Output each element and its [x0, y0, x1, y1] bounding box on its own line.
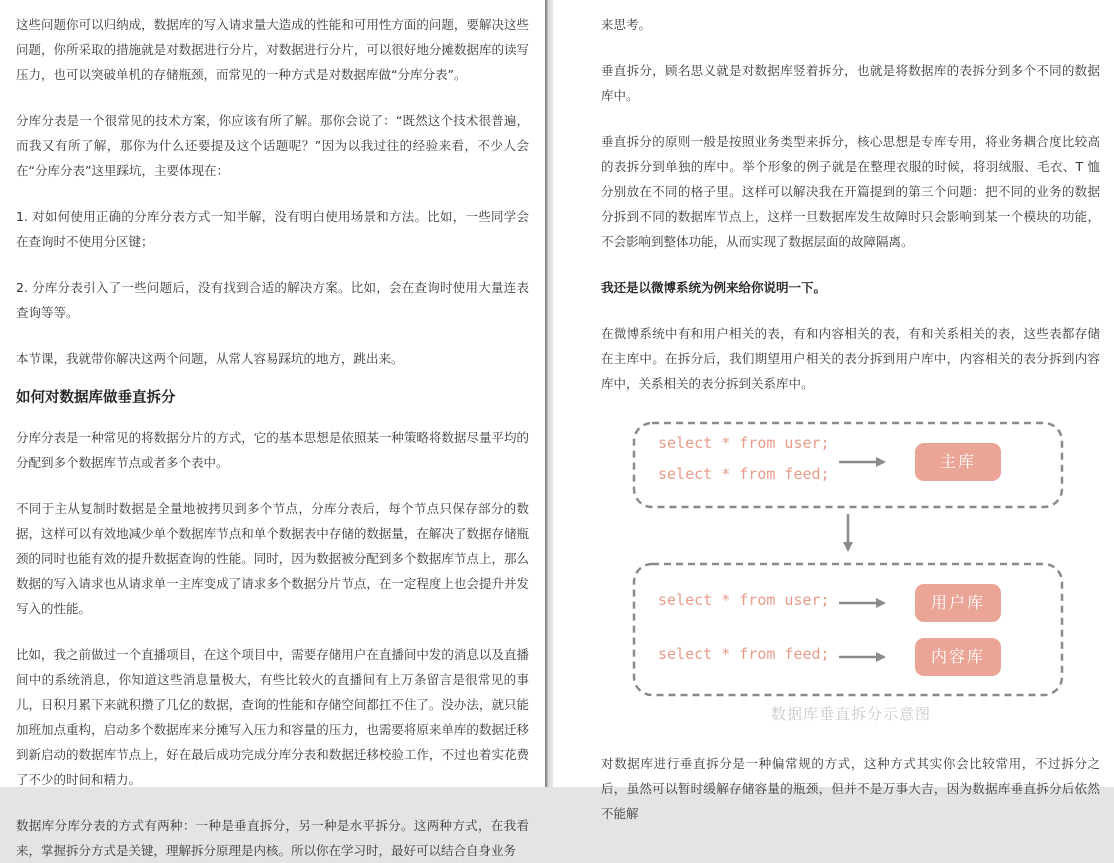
paragraph: 来思考。	[601, 17, 652, 32]
paragraph: 1. 对如何使用正确的分库分表方式一知半解，没有明白使用场景和方法。比如，一些同学会在查询时不使用分区键；	[16, 209, 529, 249]
page-divider	[545, 0, 553, 787]
paragraph: 分库分表是一个很常见的技术方案，你应该有所了解。那你会说了：“既然这个技术很普遍，而我又有所了解，那你为什么还要提及这个话题呢？”因为以我过往的经验来看，不少人会在“分库分表”这里踩坑，主要体现在：	[16, 113, 529, 178]
sql-feed-query: select * from feed;	[658, 645, 830, 663]
diagram-caption: 数据库垂直拆分示意图	[770, 705, 931, 723]
content-db-box: 内容库	[915, 638, 1001, 676]
paragraph: 这些问题你可以归纳成，数据库的写入请求量大造成的性能和可用性方面的问题，要解决这些问题，你所采取的措施就是对数据进行分片，对数据进行分片，可以很好地分摊数据库的读写压力，也可以突破单机的存储瓶颈，而常见的一种方式是对数据库做“分库分表”。	[16, 17, 529, 82]
main-db-box: 主库	[915, 443, 1001, 481]
left-page	[0, 0, 545, 858]
paragraph: 垂直拆分的原则一般是按照业务类型来拆分，核心思想是专库专用，将业务耦合度比较高的表拆分到单独的库中。举个形象的例子就是在整理衣服的时候，将羽绒服、毛衣、T 恤分别放在不同的格子里。这样可以解决我在开篇提到的第三个问题：把不同的业务的数据分拆到不同的数据库节点上，这样一旦数据库发生故障时只会影响到某一个模块的功能，不会影响到整体功能，从而实现了数据层面的故障隔离。	[601, 134, 1100, 249]
paragraph: 2. 分库分表引入了一些问题后，没有找到合适的解决方案。比如，会在查询时使用大量连表查询等等。	[16, 280, 529, 320]
paragraph: 不同于主从复制时数据是全量地被拷贝到多个节点，分库分表后，每个节点只保存部分的数据，这样可以有效地减少单个数据库节点和单个数据表中存储的数据量，在解决了数据存储瓶颈的同时也能有效的提升数据查询的性能。同时，因为数据被分配到多个数据库节点上，那么数据的写入请求也从请求单一主库变成了请求多个数据分片节点，在一定程度上也会提升并发写入的性能。	[16, 501, 529, 616]
paragraph: 在微博系统中有和用户相关的表，有和内容相关的表，有和关系相关的表，这些表都存储在主库中。在拆分后，我们期望用户相关的表分拆到用户库中，内容相关的表分拆到内容库中，关系相关的表分拆到关系库中。	[601, 326, 1100, 391]
bottom-group-border	[634, 564, 1062, 695]
paragraph-bold: 我还是以微博系统为例来给你说明一下。	[601, 280, 827, 295]
sql-feed-query: select * from feed;	[658, 465, 830, 483]
right-page	[553, 0, 1114, 821]
paragraph: 垂直拆分，顾名思义就是对数据库竖着拆分，也就是将数据库的表拆分到多个不同的数据库中。	[601, 63, 1100, 103]
sql-user-query: select * from user;	[658, 434, 830, 452]
sql-user-query: select * from user;	[658, 591, 830, 609]
user-db-box: 用户库	[915, 584, 1001, 622]
paragraph: 比如，我之前做过一个直播项目，在这个项目中，需要存储用户在直播间中发的消息以及直播间中的系统消息，你知道这些消息量极大，有些比较火的直播间有上万条留言是很常见的事儿，日积月累下来就积攒了几亿的数据，查询的性能和存储空间都扛不住了。没办法，就只能加班加点重构，启动多个数据库来分摊写入压力和容量的压力，也需要将原来单库的数据迁移到新启动的数据库节点上，好在最后成功完成分库分表和数据迁移校验工作，不过也着实花费了不少的时间和精力。	[16, 647, 529, 787]
paragraph: 本节课，我就带你解决这两个问题，从常人容易踩坑的地方，跳出来。	[16, 351, 404, 366]
paragraph: 数据库分库分表的方式有两种：一种是垂直拆分，另一种是水平拆分。这两种方式，在我看来，掌握拆分方式是关键，理解拆分原理是内核。所以你在学习时，最好可以结合自身业务	[16, 818, 529, 858]
paragraph: 分库分表是一种常见的将数据分片的方式，它的基本思想是依照某一种策略将数据尽量平均的分配到多个数据库节点或者多个表中。	[16, 430, 529, 470]
paragraph: 对数据库进行垂直拆分是一种偏常规的方式，这种方式其实你会比较常用，不过拆分之后，虽然可以暂时缓解存储容量的瓶颈，但并不是万事大吉，因为数据库垂直拆分后依然不能解	[601, 756, 1100, 821]
section-heading: 如何对数据库做垂直拆分	[16, 390, 176, 406]
vertical-split-diagram	[601, 419, 1101, 749]
